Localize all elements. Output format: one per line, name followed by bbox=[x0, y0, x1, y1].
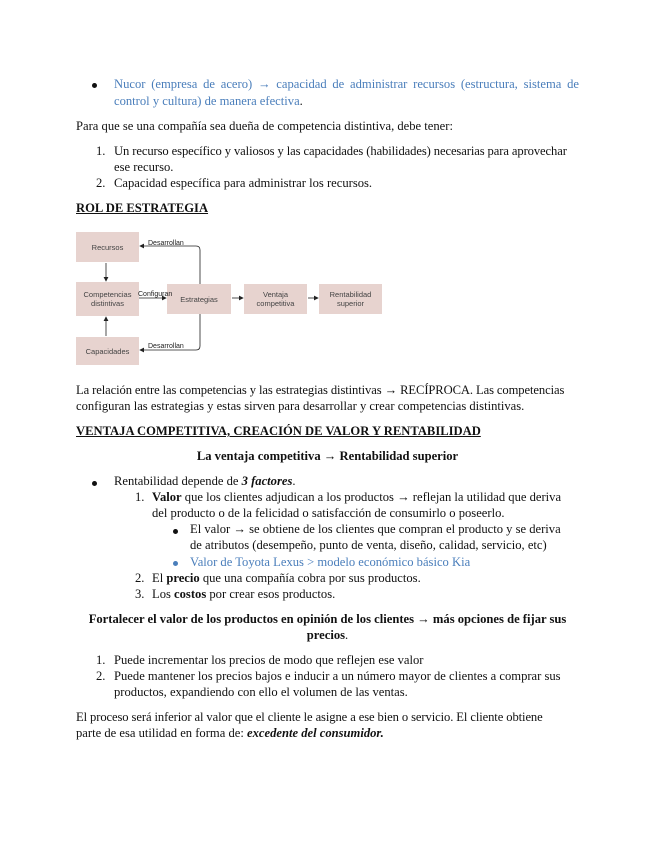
rentabilidad-bullet bbox=[114, 473, 296, 490]
intro-bullet-line2-end: . bbox=[299, 94, 303, 108]
box-rentabilidad-superior bbox=[319, 284, 382, 314]
subheading-ventaja-rentabilidad bbox=[76, 448, 579, 465]
label-desarrollan-top: Desarrollan bbox=[148, 240, 184, 247]
list2-num-1: 1. bbox=[96, 653, 106, 667]
factor-2-rest: que una compañía cobra por sus productos. bbox=[199, 571, 421, 585]
label-configuran: Configuran bbox=[138, 291, 173, 298]
intro-bullet-line2-text: control y cultura) de manera efectiva bbox=[114, 94, 300, 108]
subheading-2-end: . bbox=[345, 628, 349, 642]
box-estrategias bbox=[167, 284, 231, 314]
subheading-fortalecer-line2 bbox=[76, 627, 579, 644]
box-competencias-distintivas bbox=[76, 282, 139, 316]
factor-1-sub1-line2: de atributos (desempeño, punto de venta, diseño, calidad, servicio, etc) bbox=[190, 538, 547, 552]
list2-num-2: 2. bbox=[96, 669, 106, 683]
factor-1-line1 bbox=[152, 489, 579, 506]
list2-item-2-line2: productos, expandiendo con ello el volumen de las ventas. bbox=[114, 685, 408, 699]
paragraph-3-line1: El proceso será inferior al valor que el cliente le asigne a ese bien o servicio. El cliente obtiene bbox=[76, 710, 543, 724]
factor-1-rest: que los clientes adjudican a los productos → reflejan la utilidad que deriva bbox=[181, 490, 562, 504]
box-capacidades bbox=[76, 337, 139, 365]
label-desarrollan-bottom: Desarrollan bbox=[148, 343, 184, 350]
box-competencias-label-2: distintivas bbox=[91, 299, 124, 308]
bullet-marker bbox=[92, 481, 97, 486]
paragraph-1: Para que se una compañía sea dueña de competencia distintiva, debe tener: bbox=[76, 119, 453, 133]
bullet-marker bbox=[173, 561, 178, 566]
factor-1-sub2: Valor de Toyota Lexus > modelo económico básico Kia bbox=[190, 555, 471, 569]
list1-num-2: 2. bbox=[96, 176, 106, 190]
factor-3-pre: Los bbox=[152, 587, 175, 601]
subheading-2-line1-text: Fortalecer el valor de los productos en opinión de los clientes → más opciones de fijar sus bbox=[88, 612, 567, 626]
factor-3-num: 3. bbox=[135, 587, 145, 601]
heading-ventaja-competitiva: VENTAJA COMPETITIVA, CREACIÓN DE VALOR Y RENTABILIDAD bbox=[76, 424, 481, 438]
factor-3-bold: costos bbox=[174, 587, 207, 601]
bullet-marker bbox=[173, 529, 178, 534]
box-ventaja-label-2: competitiva bbox=[256, 299, 295, 308]
paragraph-2-line1: La relación entre las competencias y las estrategias distintivas → RECÍPROCA. Las competencias bbox=[76, 383, 565, 397]
paragraph-3-pre: parte de esa utilidad en forma de: bbox=[76, 726, 247, 740]
list1-num-1: 1. bbox=[96, 144, 106, 158]
subheading-fortalecer-line1 bbox=[76, 611, 579, 628]
rentabilidad-prefix: Rentabilidad depende de bbox=[114, 474, 242, 488]
paragraph-3-bold: excedente del consumidor. bbox=[247, 726, 384, 740]
box-recursos-label: Recursos bbox=[91, 242, 124, 252]
box-competencias-label-1: Competencias bbox=[83, 290, 132, 299]
heading-rol-de-estrategia: ROL DE ESTRATEGIA bbox=[76, 201, 209, 215]
box-capacidades-label: Capacidades bbox=[85, 346, 130, 356]
factor-1-sub1-line1: El valor → se obtiene de los clientes que compran el producto y se deriva bbox=[190, 522, 561, 536]
list1-item-1-line2: ese recurso. bbox=[114, 160, 174, 174]
list1-item-1-line1: Un recurso específico y valiosos y las capacidades (habilidades) necesarias para aprovechar bbox=[114, 144, 567, 158]
factor-3-rest: por crear esos productos. bbox=[206, 587, 336, 601]
box-ventaja-label-1: Ventaja bbox=[262, 290, 289, 299]
factor-1-bold: Valor bbox=[152, 490, 182, 504]
paragraph-2-line2: configuran las estrategias y estas sirven para desarrollar y crear competencias distintivas. bbox=[76, 399, 525, 413]
factor-3-line bbox=[152, 586, 335, 603]
subheading-1-text: La ventaja competitiva → Rentabilidad superior bbox=[196, 449, 459, 463]
factor-1-line2: del producto o de la felicidad o satisfacción de consumirlo o poseerlo. bbox=[152, 506, 505, 520]
list2-item-1-line1: Puede incrementar los precios de modo que reflejen ese valor bbox=[114, 653, 424, 667]
subheading-2-bold: precios bbox=[306, 628, 346, 642]
list2-item-2-line1: Puede mantener los precios bajos e inducir a un número mayor de clientes a comprar sus bbox=[114, 669, 561, 683]
box-recursos bbox=[76, 232, 139, 262]
box-rentabilidad-label-1: Rentabilidad bbox=[329, 290, 372, 299]
list1-item-2-line1: Capacidad específica para administrar los recursos. bbox=[114, 176, 373, 190]
factor-2-bold: precio bbox=[166, 571, 200, 585]
intro-bullet-line1: Nucor (empresa de acero) → capacidad de administrar recursos (estructura, sistema de bbox=[114, 77, 579, 91]
rentabilidad-suffix: . bbox=[292, 474, 296, 488]
rentabilidad-bold: 3 factores bbox=[241, 474, 293, 488]
box-ventaja-competitiva bbox=[244, 284, 307, 314]
factor-2-line bbox=[152, 570, 421, 587]
factor-1-num: 1. bbox=[135, 490, 145, 504]
paragraph-3-line2 bbox=[76, 725, 384, 742]
factor-2-num: 2. bbox=[135, 571, 145, 585]
box-rentabilidad-label-2: superior bbox=[336, 299, 365, 308]
factor-2-pre: El bbox=[152, 571, 167, 585]
box-estrategias-label: Estrategias bbox=[180, 294, 218, 304]
